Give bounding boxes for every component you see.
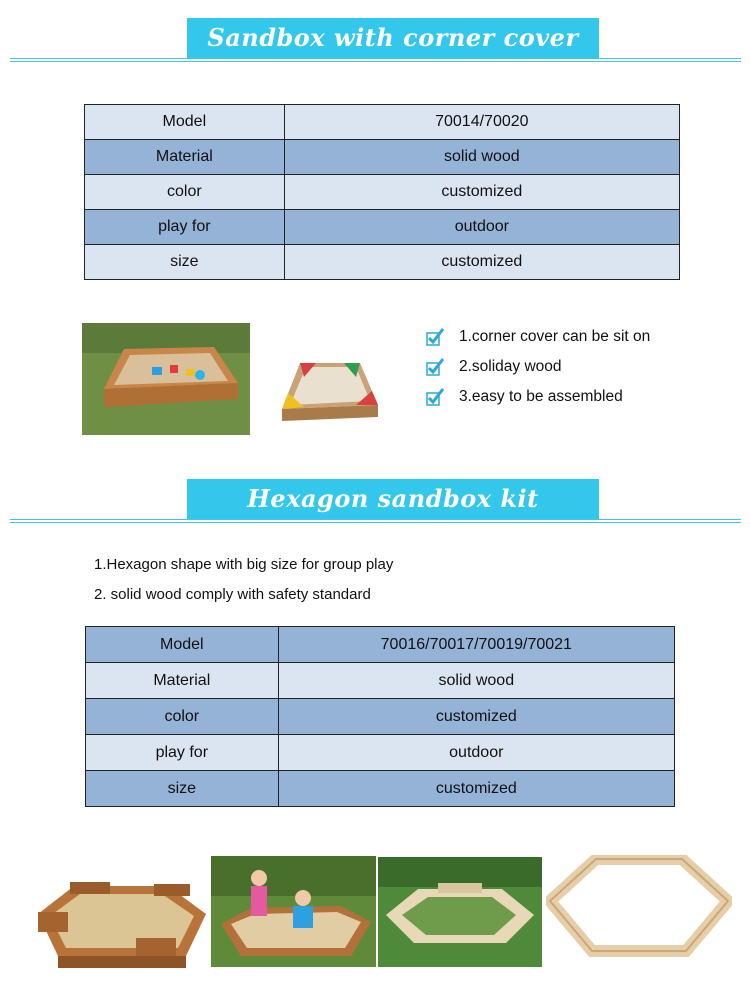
spec-value: customized [278,699,674,735]
section2-spec-table [85,626,675,807]
children-playing-sandbox-photo [211,856,376,967]
checklist-text: 1.corner cover can be sit on [459,328,651,345]
section2-title-banner: Hexagon sandbox kit [187,479,599,519]
spec-value: customized [284,175,679,210]
spec-value: outdoor [284,210,679,245]
spec-label: color [85,175,285,210]
section1-spec-table [84,104,680,280]
section2-feature-list [94,553,393,613]
spec-label: play for [86,735,279,771]
corner-cover-sandbox-photo [280,355,380,427]
spec-value: customized [284,245,679,280]
spec-label: Model [86,627,279,663]
spec-value: outdoor [278,735,674,771]
checklist-text: 3.easy to be assembled [459,388,623,405]
checkbox-check-icon [425,327,445,347]
spec-value: solid wood [284,140,679,175]
hexagon-frame-photo [546,855,732,962]
square-sandbox-photo [82,323,250,435]
section1-checklist [425,322,650,412]
table-row [86,663,675,699]
table-row [85,105,680,140]
hexagon-sandbox-photo-1 [36,872,208,972]
spec-label: Material [86,663,279,699]
table-row [85,210,680,245]
table-row [86,771,675,807]
section1-title-banner: Sandbox with corner cover [187,18,599,58]
spec-value: customized [278,771,674,807]
spec-value: 70016/70017/70019/70021 [278,627,674,663]
section1-divider [10,58,741,62]
spec-label: Model [85,105,285,140]
checkbox-check-icon [425,357,445,377]
list-item [425,352,650,382]
table-row [85,245,680,280]
table-row [85,175,680,210]
spec-label: Material [85,140,285,175]
section2-divider [10,519,741,523]
table-row [86,699,675,735]
spec-label: size [85,245,285,280]
hexagon-sandbox-lawn-photo [378,857,542,967]
list-item [425,382,650,412]
list-item: 2. solid wood comply with safety standard [94,586,371,603]
table-row [86,735,675,771]
spec-value: solid wood [278,663,674,699]
table-row [86,627,675,663]
spec-label: color [86,699,279,735]
checklist-text: 2.soliday wood [459,358,562,375]
spec-label: play for [85,210,285,245]
checkbox-check-icon [425,387,445,407]
table-row [85,140,680,175]
spec-label: size [86,771,279,807]
list-item: 1.Hexagon shape with big size for group play [94,556,394,573]
list-item [425,322,650,352]
spec-value: 70014/70020 [284,105,679,140]
